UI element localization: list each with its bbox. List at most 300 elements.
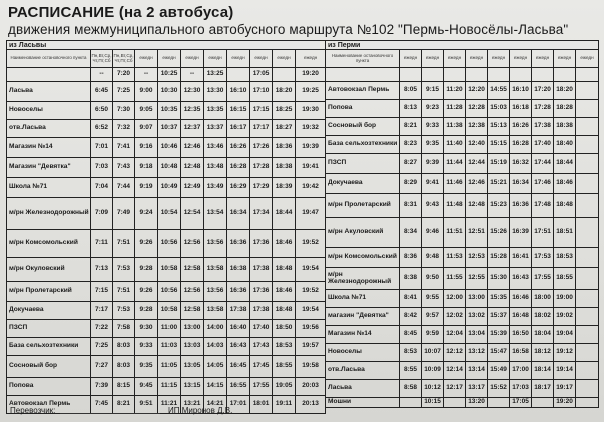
stop-name: ПЗСП xyxy=(7,320,91,338)
time-cell: 19:02 xyxy=(554,308,576,326)
time-cell: 17:00 xyxy=(510,362,532,380)
time-cell: 19:58 xyxy=(296,356,326,378)
time-cell: 7:13 xyxy=(91,258,113,282)
time-cell: 12:53 xyxy=(466,248,488,268)
time-cell xyxy=(576,362,599,380)
time-cell xyxy=(576,344,599,362)
time-cell: 7:49 xyxy=(113,198,135,230)
time-cell: 12:56 xyxy=(181,282,204,302)
time-cell: 18:46 xyxy=(273,282,296,302)
time-cell xyxy=(227,68,250,82)
time-cell: 13:02 xyxy=(466,308,488,326)
stop-name: Попова xyxy=(326,100,400,118)
time-cell: 8:34 xyxy=(400,218,422,248)
time-cell: 12:12 xyxy=(444,344,466,362)
time-cell: 17:51 xyxy=(532,218,554,248)
table-row xyxy=(326,290,599,308)
time-cell: 18:51 xyxy=(554,218,576,248)
time-cell: 7:58 xyxy=(113,320,135,338)
time-cell: 18:02 xyxy=(532,308,554,326)
time-cell: 9:16 xyxy=(135,138,158,158)
time-cell: 19:39 xyxy=(296,138,326,158)
right-stop-header: Наименование остановочного пункта xyxy=(326,50,400,68)
time-cell xyxy=(576,194,599,218)
right-day-header: ежедн xyxy=(510,50,532,68)
time-cell: 8:13 xyxy=(400,100,422,118)
table-row xyxy=(326,174,599,194)
time-cell: 12:14 xyxy=(444,362,466,380)
time-cell xyxy=(532,68,554,82)
time-cell: 7:25 xyxy=(113,82,135,102)
time-cell: 18:27 xyxy=(273,120,296,138)
right-day-header: ежедн xyxy=(400,50,422,68)
table-row xyxy=(326,380,599,398)
stop-name: Автовокзал Пермь xyxy=(326,82,400,100)
time-cell: 14:05 xyxy=(204,356,227,378)
table-row xyxy=(326,248,599,268)
time-cell: 10:56 xyxy=(158,230,181,258)
time-cell: 9:24 xyxy=(135,198,158,230)
stop-name: Магазин №14 xyxy=(7,138,91,158)
time-cell: 13:00 xyxy=(466,290,488,308)
time-cell: 12:58 xyxy=(181,258,204,282)
stop-name: Докучаева xyxy=(7,302,91,320)
time-cell: 18:14 xyxy=(532,362,554,380)
time-cell: 12:04 xyxy=(444,326,466,344)
time-cell: 10:15 xyxy=(422,398,444,408)
time-cell: 17:01 xyxy=(227,396,250,414)
time-cell: 17:55 xyxy=(250,378,273,396)
time-cell xyxy=(576,68,599,82)
table-row xyxy=(326,344,599,362)
left-day-header: Пн,Вт,Ср, Чт,Пт,Сб xyxy=(113,50,135,68)
time-cell: 13:14 xyxy=(466,362,488,380)
time-cell: 15:13 xyxy=(488,118,510,136)
time-cell: 18:46 xyxy=(554,174,576,194)
time-cell: 12:56 xyxy=(181,230,204,258)
time-cell: 8:03 xyxy=(113,356,135,378)
time-cell: 18:00 xyxy=(532,290,554,308)
stop-name: Попова xyxy=(7,378,91,396)
time-cell: 18:04 xyxy=(532,326,554,344)
table-row xyxy=(7,120,326,138)
time-cell: 11:03 xyxy=(158,338,181,356)
time-cell: 12:37 xyxy=(181,120,204,138)
time-cell: 8:21 xyxy=(400,118,422,136)
time-cell: 17:36 xyxy=(250,282,273,302)
time-cell: 9:00 xyxy=(135,82,158,102)
time-cell xyxy=(576,248,599,268)
time-cell xyxy=(444,68,466,82)
time-cell xyxy=(554,68,576,82)
time-cell: 20:13 xyxy=(296,396,326,414)
time-cell: 18:28 xyxy=(554,100,576,118)
left-day-header: ежедн xyxy=(204,50,227,68)
stop-name: м/рн Комсомольский xyxy=(326,248,400,268)
time-cell: 13:37 xyxy=(204,120,227,138)
table-row xyxy=(7,302,326,320)
time-cell: 15:21 xyxy=(488,174,510,194)
time-cell: 10:35 xyxy=(158,102,181,120)
time-cell: 13:15 xyxy=(181,378,204,396)
time-cell xyxy=(400,68,422,82)
time-cell: 12:02 xyxy=(444,308,466,326)
right-day-header: ежедн xyxy=(576,50,599,68)
time-cell: 8:38 xyxy=(400,268,422,290)
time-cell xyxy=(576,398,599,408)
time-cell: 9:19 xyxy=(135,178,158,198)
time-cell: 9:15 xyxy=(422,82,444,100)
time-cell: 16:36 xyxy=(227,230,250,258)
time-cell: 9:18 xyxy=(135,158,158,178)
table-row xyxy=(7,82,326,102)
stop-name: Новоселы xyxy=(326,344,400,362)
time-cell: 18:46 xyxy=(273,230,296,258)
time-cell: 11:46 xyxy=(444,174,466,194)
page-subtitle: движения межмуниципального автобусного маршрута №102 "Пермь-Новосёлы-Ласьва" xyxy=(8,22,569,37)
time-cell xyxy=(576,326,599,344)
time-cell: 11:44 xyxy=(444,154,466,174)
time-cell: 16:38 xyxy=(227,258,250,282)
time-cell: 17:26 xyxy=(250,138,273,158)
time-cell: 10:58 xyxy=(158,302,181,320)
time-cell: 14:15 xyxy=(204,378,227,396)
time-cell: 10:25 xyxy=(158,68,181,82)
time-cell: 7:20 xyxy=(113,68,135,82)
time-cell: 12:46 xyxy=(181,138,204,158)
time-cell: 8:15 xyxy=(113,378,135,396)
time-cell xyxy=(576,100,599,118)
time-cell: 16:40 xyxy=(227,320,250,338)
time-cell: 12:35 xyxy=(181,102,204,120)
time-cell xyxy=(576,380,599,398)
time-cell: 15:28 xyxy=(488,248,510,268)
stop-name: м/рн Окуловский xyxy=(7,258,91,282)
carrier-name: ИП Миронов Д.В. xyxy=(168,406,233,415)
time-cell: 7:43 xyxy=(113,158,135,178)
time-cell: 18:38 xyxy=(273,158,296,178)
time-cell: 15:47 xyxy=(488,344,510,362)
time-cell: 15:03 xyxy=(488,100,510,118)
time-cell: 17:34 xyxy=(250,198,273,230)
time-cell: 8:21 xyxy=(113,396,135,414)
time-cell: 7:04 xyxy=(91,178,113,198)
time-cell: 7:17 xyxy=(91,302,113,320)
time-cell: 18:25 xyxy=(273,102,296,120)
time-cell: 13:20 xyxy=(466,398,488,408)
time-cell: 8:27 xyxy=(400,154,422,174)
time-cell: 13:00 xyxy=(181,320,204,338)
time-cell: 18:20 xyxy=(273,82,296,102)
time-cell: 10:07 xyxy=(422,344,444,362)
time-cell: 10:54 xyxy=(158,198,181,230)
time-cell xyxy=(422,68,444,82)
time-cell: 18:38 xyxy=(554,118,576,136)
time-cell: 16:43 xyxy=(510,268,532,290)
page-title: РАСПИСАНИЕ (на 2 автобуса) xyxy=(8,4,234,21)
time-cell: 15:49 xyxy=(488,362,510,380)
time-cell: 10:58 xyxy=(158,258,181,282)
time-cell xyxy=(488,398,510,408)
time-cell: 12:30 xyxy=(181,82,204,102)
time-cell: 9:59 xyxy=(422,326,444,344)
time-cell xyxy=(576,308,599,326)
time-cell: 17:28 xyxy=(532,100,554,118)
time-cell: 12:49 xyxy=(181,178,204,198)
time-cell: 15:52 xyxy=(488,380,510,398)
table-row xyxy=(7,102,326,120)
time-cell: 16:10 xyxy=(227,82,250,102)
time-cell: 9:07 xyxy=(135,120,158,138)
time-cell: 16:36 xyxy=(227,282,250,302)
time-cell: 13:30 xyxy=(204,82,227,102)
stop-name: отв.Ласьва xyxy=(326,362,400,380)
time-cell: 12:48 xyxy=(466,194,488,218)
stop-name: Докучаева xyxy=(326,174,400,194)
time-cell: 7:32 xyxy=(113,120,135,138)
time-cell: 13:49 xyxy=(204,178,227,198)
time-cell: 7:51 xyxy=(113,282,135,302)
time-cell: 17:36 xyxy=(250,230,273,258)
carrier-label: Перевозчик: xyxy=(10,406,56,415)
time-cell: 16:32 xyxy=(510,154,532,174)
time-cell: 16:55 xyxy=(227,378,250,396)
time-cell: 7:51 xyxy=(113,230,135,258)
table-row xyxy=(326,118,599,136)
time-cell: 16:29 xyxy=(227,178,250,198)
time-cell: 7:30 xyxy=(113,102,135,120)
time-cell: 12:40 xyxy=(466,136,488,154)
stop-name xyxy=(7,68,91,82)
time-cell: 16:10 xyxy=(510,82,532,100)
time-cell: -- xyxy=(135,68,158,82)
time-cell: 12:00 xyxy=(444,290,466,308)
time-cell: 11:00 xyxy=(158,320,181,338)
time-cell: 13:56 xyxy=(204,282,227,302)
table-row xyxy=(7,158,326,178)
time-cell: 13:04 xyxy=(466,326,488,344)
time-cell: 17:53 xyxy=(532,248,554,268)
stop-name: отв.Ласьва xyxy=(7,120,91,138)
left-day-header: ежедн xyxy=(250,50,273,68)
time-cell: 18:48 xyxy=(273,302,296,320)
table-row xyxy=(7,282,326,302)
time-cell: 19:14 xyxy=(554,362,576,380)
time-cell: 15:30 xyxy=(488,268,510,290)
time-cell: 13:54 xyxy=(204,198,227,230)
time-cell xyxy=(273,68,296,82)
table-row xyxy=(326,136,599,154)
left-day-header: ежедн xyxy=(158,50,181,68)
time-cell: 18:55 xyxy=(554,268,576,290)
table-row xyxy=(7,198,326,230)
time-cell: 11:20 xyxy=(444,82,466,100)
time-cell xyxy=(400,398,422,408)
time-cell: 13:58 xyxy=(204,302,227,320)
time-cell: 10:12 xyxy=(422,380,444,398)
time-cell: 16:34 xyxy=(227,198,250,230)
time-cell: 7:27 xyxy=(91,356,113,378)
stop-name: магазин "Девятка" xyxy=(326,308,400,326)
time-cell: 9:33 xyxy=(135,338,158,356)
time-cell: 16:26 xyxy=(227,138,250,158)
stop-name: м/рн Железнодорожный xyxy=(7,198,91,230)
time-cell: 18:48 xyxy=(554,194,576,218)
time-cell: 8:58 xyxy=(400,380,422,398)
time-cell: 19:04 xyxy=(554,326,576,344)
time-cell: 10:56 xyxy=(158,282,181,302)
time-cell: 11:21 xyxy=(158,396,181,414)
table-row xyxy=(326,82,599,100)
time-cell: 18:17 xyxy=(532,380,554,398)
right-day-header: ежедн xyxy=(532,50,554,68)
time-cell: 12:55 xyxy=(466,268,488,290)
table-row xyxy=(326,268,599,290)
time-cell: 16:41 xyxy=(510,248,532,268)
time-cell: 19:12 xyxy=(554,344,576,362)
table-row xyxy=(326,326,599,344)
time-cell: 17:43 xyxy=(250,338,273,356)
time-cell: 12:38 xyxy=(466,118,488,136)
time-cell: 8:36 xyxy=(400,248,422,268)
stop-name: Сосновый бор xyxy=(326,118,400,136)
time-cell: 18:55 xyxy=(273,356,296,378)
time-cell: 10:46 xyxy=(158,138,181,158)
time-cell: 20:03 xyxy=(296,378,326,396)
time-cell: 19:17 xyxy=(554,380,576,398)
time-cell: 13:25 xyxy=(204,68,227,82)
time-cell: 9:51 xyxy=(135,396,158,414)
time-cell: 7:41 xyxy=(113,138,135,158)
stop-name: м/рн Железнодорожный xyxy=(326,268,400,290)
time-cell: 17:55 xyxy=(532,268,554,290)
time-cell: 17:10 xyxy=(250,82,273,102)
time-cell: 7:15 xyxy=(91,282,113,302)
stop-name: Ласьва xyxy=(7,82,91,102)
time-cell: 7:03 xyxy=(91,158,113,178)
time-cell: 8:29 xyxy=(400,174,422,194)
time-cell: 7:53 xyxy=(113,258,135,282)
table-row xyxy=(7,258,326,282)
time-cell: 11:38 xyxy=(444,118,466,136)
time-cell: 16:28 xyxy=(227,158,250,178)
time-cell: 16:36 xyxy=(510,194,532,218)
time-cell: 9:45 xyxy=(135,378,158,396)
time-cell: 9:35 xyxy=(422,136,444,154)
time-cell: 11:51 xyxy=(444,218,466,248)
stop-name: Мошни xyxy=(326,398,400,408)
time-cell: 16:26 xyxy=(510,118,532,136)
time-cell: 17:38 xyxy=(250,302,273,320)
left-day-header: Пн,Вт,Ср, Чт,Пт,Сб xyxy=(91,50,113,68)
time-cell: 16:18 xyxy=(510,100,532,118)
time-cell: 14:21 xyxy=(204,396,227,414)
left-day-header: ежедн xyxy=(181,50,204,68)
time-cell: 17:40 xyxy=(250,320,273,338)
time-cell: 16:34 xyxy=(510,174,532,194)
time-cell: 13:12 xyxy=(466,344,488,362)
time-cell: 12:48 xyxy=(181,158,204,178)
right-day-header: ежедн xyxy=(554,50,576,68)
time-cell: 9:26 xyxy=(135,282,158,302)
time-cell: 7:53 xyxy=(113,302,135,320)
time-cell: 16:46 xyxy=(510,290,532,308)
time-cell: 9:46 xyxy=(422,218,444,248)
time-cell: 17:40 xyxy=(532,136,554,154)
time-cell: 19:52 xyxy=(296,230,326,258)
time-cell: 9:39 xyxy=(422,154,444,174)
time-cell: 10:30 xyxy=(158,82,181,102)
time-cell: 17:29 xyxy=(250,178,273,198)
time-cell: 17:28 xyxy=(250,158,273,178)
stop-name: Ласьва xyxy=(326,380,400,398)
table-row xyxy=(7,378,326,396)
stop-name: База сельхозтехники xyxy=(326,136,400,154)
time-cell: 13:03 xyxy=(181,338,204,356)
time-cell xyxy=(532,398,554,408)
time-cell: 12:46 xyxy=(466,174,488,194)
time-cell: -- xyxy=(181,68,204,82)
time-cell: 17:05 xyxy=(250,68,273,82)
time-cell: 17:44 xyxy=(532,154,554,174)
time-cell: 16:15 xyxy=(227,102,250,120)
time-cell xyxy=(576,218,599,248)
time-cell: 18:39 xyxy=(273,178,296,198)
table-row xyxy=(7,320,326,338)
time-cell: 17:20 xyxy=(532,82,554,100)
time-cell: 17:38 xyxy=(250,258,273,282)
time-cell: 19:20 xyxy=(296,68,326,82)
stop-name: м/рн Пролетарский xyxy=(7,282,91,302)
time-cell: 17:38 xyxy=(532,118,554,136)
time-cell: 19:25 xyxy=(296,82,326,102)
table-row xyxy=(326,218,599,248)
time-cell: 6:45 xyxy=(91,82,113,102)
time-cell: 18:48 xyxy=(273,258,296,282)
time-cell: 8:41 xyxy=(400,290,422,308)
time-cell: 7:11 xyxy=(91,230,113,258)
time-cell xyxy=(444,398,466,408)
time-cell: 18:53 xyxy=(554,248,576,268)
time-cell: 13:46 xyxy=(204,138,227,158)
time-cell: 19:32 xyxy=(296,120,326,138)
time-cell: 19:11 xyxy=(273,396,296,414)
time-cell: 19:56 xyxy=(296,320,326,338)
time-cell: 8:42 xyxy=(400,308,422,326)
left-direction: из Ласьвы xyxy=(7,41,326,50)
time-cell: 7:39 xyxy=(91,378,113,396)
time-cell: 15:26 xyxy=(488,218,510,248)
time-cell: 9:28 xyxy=(135,302,158,320)
stop-name: Магазин "Девятка" xyxy=(7,158,91,178)
time-cell: 16:43 xyxy=(227,338,250,356)
time-cell: 13:17 xyxy=(466,380,488,398)
time-cell: 11:53 xyxy=(444,248,466,268)
time-cell: 15:35 xyxy=(488,290,510,308)
left-day-header: ежедн xyxy=(296,50,326,68)
table-row xyxy=(7,178,326,198)
time-cell: 10:37 xyxy=(158,120,181,138)
time-cell: 13:56 xyxy=(204,230,227,258)
stop-name: Автовокзал Пермь xyxy=(7,396,91,414)
time-cell xyxy=(576,290,599,308)
table-row xyxy=(326,194,599,218)
time-cell: 12:20 xyxy=(466,82,488,100)
time-cell: 8:23 xyxy=(400,136,422,154)
left-schedule-table xyxy=(6,40,326,414)
time-cell: 9:30 xyxy=(135,320,158,338)
time-cell: 8:03 xyxy=(113,338,135,356)
